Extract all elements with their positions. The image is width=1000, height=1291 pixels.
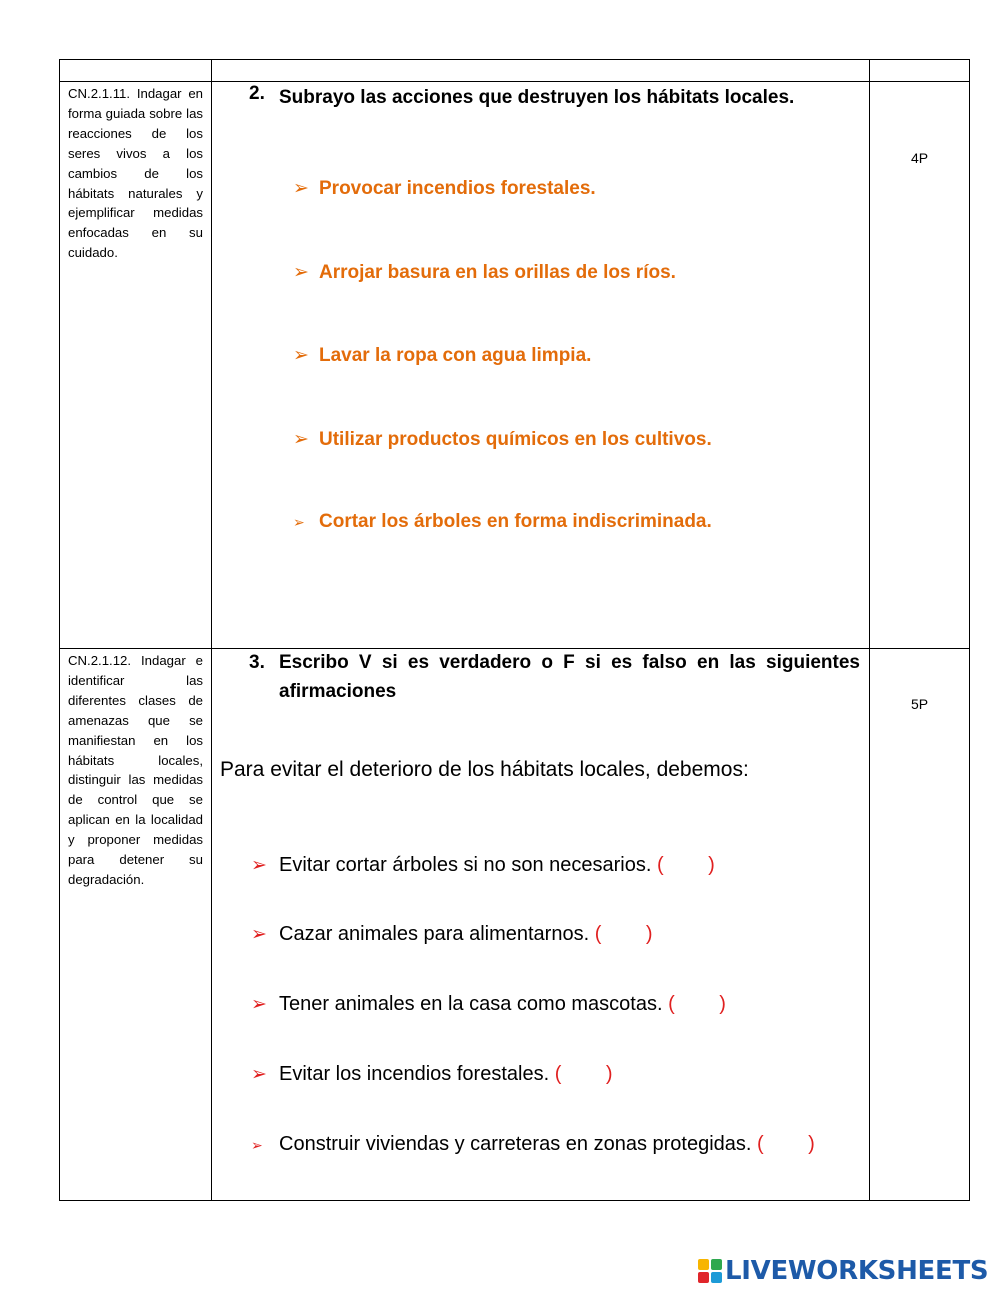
option-3[interactable]	[293, 344, 591, 367]
option-1[interactable]	[293, 177, 596, 200]
answer-blank-1[interactable]: ( )	[656, 854, 715, 876]
statement-5	[251, 1133, 815, 1156]
points-row-1: 4P	[910, 150, 929, 166]
table-border-top	[59, 59, 970, 60]
answer-blank-5[interactable]: ( )	[757, 1133, 815, 1155]
statement-label: Cazar animales para alimentarnos.	[279, 923, 590, 945]
answer-blank-3[interactable]: ( )	[668, 993, 726, 1015]
question-3-number: 3.	[249, 652, 265, 673]
arrow-bullet-icon: ➢	[251, 1137, 263, 1153]
arrow-bullet-icon: ➢	[251, 855, 267, 876]
statement-4	[251, 1063, 612, 1086]
arrow-bullet-icon: ➢	[293, 345, 309, 366]
option-4[interactable]	[293, 428, 712, 451]
table-header-divider	[59, 81, 970, 82]
table-border-right	[969, 59, 970, 1201]
table-border-bottom	[59, 1200, 970, 1201]
option-5[interactable]	[293, 511, 712, 533]
arrow-bullet-icon: ➢	[293, 178, 309, 199]
option-label: Lavar la ropa con agua limpia.	[319, 345, 592, 366]
statement-label: Evitar cortar árboles si no son necesarios.	[279, 854, 652, 876]
statement-1	[251, 854, 715, 877]
statement-3	[251, 993, 726, 1016]
statements-intro: Para evitar el deterioro de los hábitats locales, debemos:	[220, 758, 749, 781]
option-label: Cortar los árboles en forma indiscriminada.	[319, 511, 712, 532]
arrow-bullet-icon: ➢	[251, 994, 267, 1015]
arrow-bullet-icon: ➢	[293, 514, 305, 530]
points-row-2: 5P	[910, 696, 929, 712]
arrow-bullet-icon: ➢	[251, 924, 267, 945]
arrow-bullet-icon: ➢	[251, 1064, 267, 1085]
question-2-number: 2.	[249, 83, 265, 104]
option-label: Provocar incendios forestales.	[319, 178, 596, 199]
question-3-title: Escribo V si es verdadero o F si es falso en las siguientes afirmaciones	[279, 652, 860, 702]
statement-label: Construir viviendas y carreteras en zonas protegidas.	[279, 1133, 752, 1155]
answer-blank-2[interactable]: ( )	[594, 923, 653, 945]
table-border-left	[59, 59, 60, 1201]
criterion-cn-2-1-12: CN.2.1.12. Indagar e identificar las diferentes clases de amenazas que se manifiestan en los hábitats locales, distinguir las medidas de control que se aplican en la localidad y proponer medidas para detener su degradación.	[68, 653, 203, 887]
option-2[interactable]	[293, 261, 676, 284]
liveworksheets-logo	[698, 1256, 988, 1286]
option-label: Utilizar productos químicos en los cultivos.	[319, 429, 712, 450]
arrow-bullet-icon: ➢	[293, 429, 309, 450]
arrow-bullet-icon: ➢	[293, 262, 309, 283]
statement-label: Tener animales en la casa como mascotas.	[279, 993, 663, 1015]
logo-text: LIVEWORKSHEETS	[725, 1256, 989, 1286]
answer-blank-4[interactable]: ( )	[554, 1063, 613, 1085]
statement-label: Evitar los incendios forestales.	[279, 1063, 550, 1085]
table-column-divider-2	[869, 59, 870, 1201]
logo-blocks-icon	[698, 1259, 722, 1283]
statement-2	[251, 923, 653, 946]
table-column-divider-1	[211, 59, 212, 1201]
question-2-title: Subrayo las acciones que destruyen los hábitats locales.	[279, 87, 795, 108]
option-label: Arrojar basura en las orillas de los ríos.	[319, 262, 676, 283]
criterion-cn-2-1-11: CN.2.1.11. Indagar en forma guiada sobre las reacciones de los seres vivos a los cambios de los hábitats naturales y ejemplificar medidas enfocadas en su cuidado.	[68, 86, 203, 261]
